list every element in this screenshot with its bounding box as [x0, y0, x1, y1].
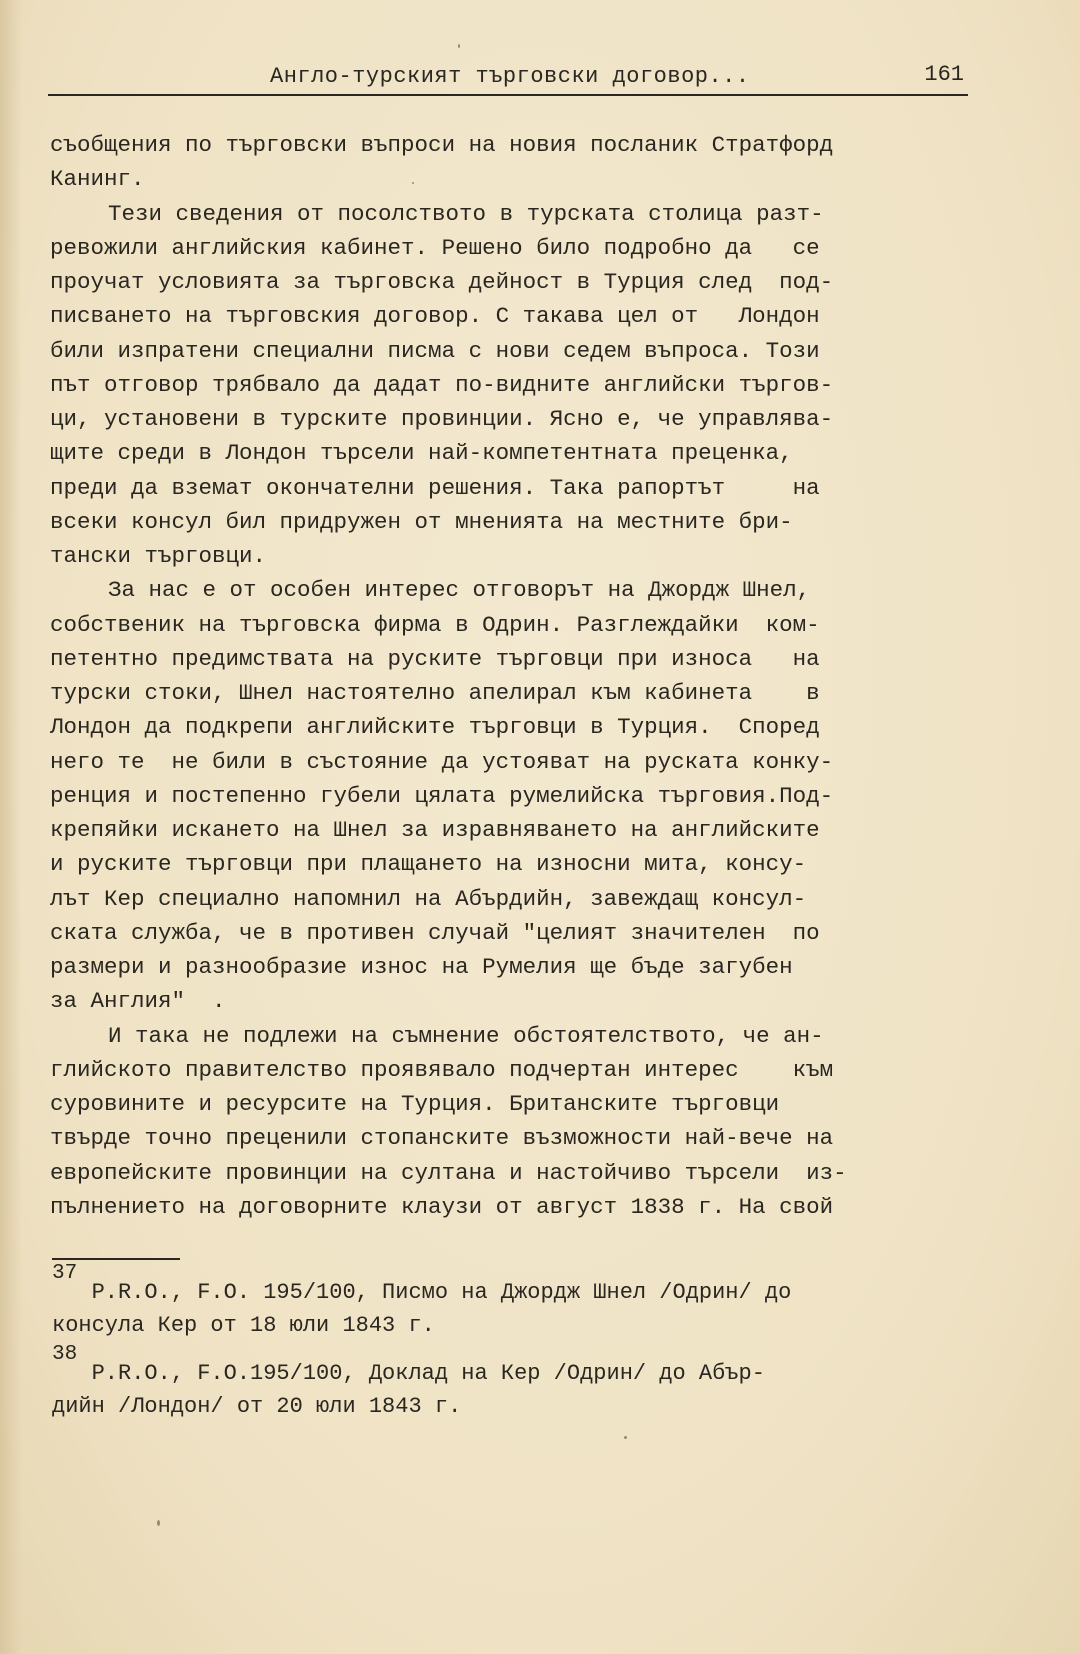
footnote-line: P.R.O., F.O. 195/100, Писмо на Джордж Шнел /Одрин/ до [52, 1280, 792, 1305]
text-line: Тези сведения от посолството в турската столица разт- [108, 200, 824, 227]
text-line: лът Кер специално напомнил на Абърдийн, завеждащ консул- [50, 885, 807, 912]
text-line: глийското правителство проявявало подчертан интерес към [50, 1056, 834, 1083]
text-line: него те не били в състояние да устояват на руската конку- [50, 748, 834, 775]
footnote-line: дийн /Лондон/ от 20 юли 1843 г. [52, 1394, 462, 1419]
text-line: За нас е от особен интерес отговорът на Джордж Шнел, [108, 577, 811, 604]
page-edge-shadow [0, 0, 22, 1654]
text-line: собственик на търговска фирма в Одрин. Разглеждайки ком- [50, 611, 820, 638]
scan-speck [624, 1436, 627, 1439]
page-number: 161 [924, 62, 964, 87]
text-line: Канинг. [50, 166, 145, 193]
text-line: всеки консул бил придружен от мненията на местните бри- [50, 508, 793, 535]
text-line: ревожили английския кабинет. Решено било подробно да се [50, 234, 820, 261]
text-line: твърде точно преценили стопанските възможности най-вече на [50, 1125, 834, 1152]
text-line: били изпратени специални писма с нови седем въпроса. Този [50, 337, 820, 364]
text-line: размери и разнообразие износ на Румелия ще бъде загубен [50, 954, 793, 980]
footnote-number: 37 [52, 1262, 78, 1285]
text-line: преди да вземат окончателни решения. Така рапортът на [50, 474, 820, 501]
text-line: ската служба, че в противен случай "целият значителен по [50, 919, 820, 946]
scan-speck [157, 1520, 160, 1526]
text-line: щите среди в Лондон търсели най-компетентната преценка, [50, 440, 793, 467]
text-line: петентно предимствата на руските търговци при износа на [50, 645, 820, 672]
text-line: писването на търговския договор. С такава цел от Лондон [50, 303, 820, 330]
text-line: за Англия" . [50, 988, 226, 1015]
text-line: съобщения по търговски въпроси на новия посланик Стратфорд [50, 132, 834, 158]
text-line: тански търговци. [50, 543, 267, 569]
text-line: проучат условията за търговска дейност в Турция след под- [50, 269, 834, 295]
footnote-line: P.R.O., F.O.195/100, Доклад на Кер /Одрин/ до Абър- [52, 1361, 765, 1386]
text-line: суровините и ресурсите на Турция. Британските търговци [50, 1091, 780, 1117]
text-line: ци, установени в турските провинции. Ясно е, че управлява- [50, 406, 834, 432]
running-header [48, 60, 968, 96]
text-line: крепяйки искането на Шнел за изравняването на английските [50, 817, 820, 843]
footnote-separator [52, 1258, 180, 1260]
scan-speck [458, 44, 460, 48]
text-line: пълнението на договорните клаузи от август 1838 г. На свой [50, 1193, 834, 1220]
footnote-number: 38 [52, 1343, 78, 1366]
text-line: турски стоки, Шнел настоятелно апелирал към кабинета в [50, 680, 820, 706]
text-line: път отговор трябвало да дадат по-видните английски търгов- [50, 371, 834, 398]
text-line: и руските търговци при плащането на износни мита, консу- [50, 851, 807, 878]
scan-speck [412, 182, 414, 184]
text-line: ренция и постепенно губели цялата румелийска търговия.Под- [50, 782, 834, 809]
header-title: Англо-турският търговски договор... [270, 64, 750, 89]
text-line: И така не подлежи на съмнение обстоятелството, че ан- [108, 1022, 824, 1049]
text-line: европейските провинции на султана и настойчиво търсели из- [50, 1159, 847, 1186]
footnote-line: консула Кер от 18 юли 1843 г. [52, 1313, 435, 1338]
text-line: Лондон да подкрепи английските търговци в Турция. Според [50, 714, 820, 741]
